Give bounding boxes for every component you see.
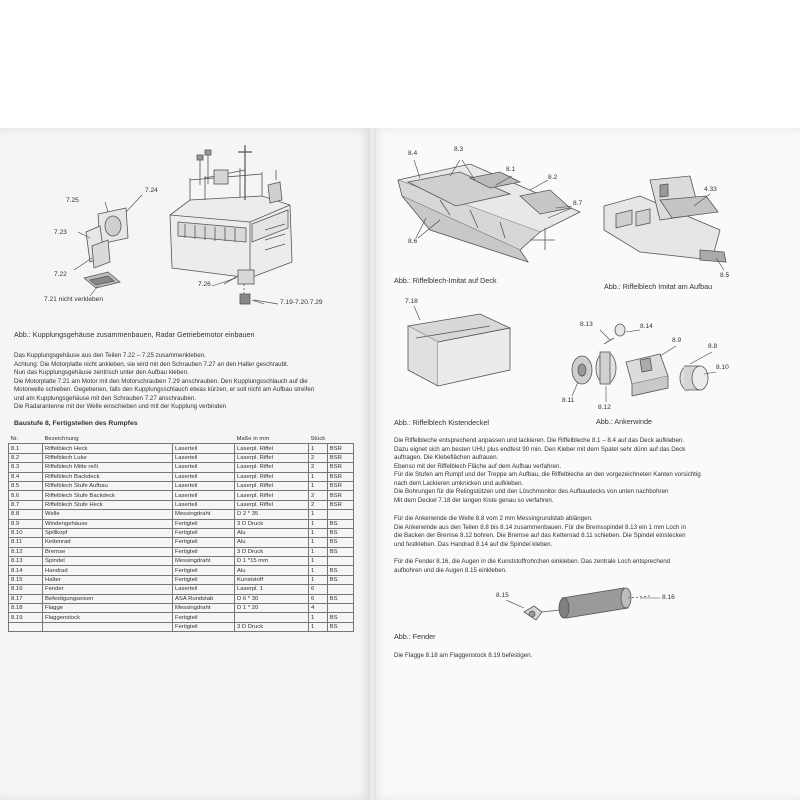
callout-8-3: 8.3 <box>454 146 464 153</box>
table-cell-bez: Windengehäuse <box>43 519 173 528</box>
fender-text <box>394 558 670 575</box>
table-cell-mass: D 2 * 35 <box>235 510 309 519</box>
callout-7-25: 7.25 <box>66 197 79 204</box>
table-cell-src: BS <box>327 613 353 622</box>
table-cell-src: BS <box>327 519 353 528</box>
table-cell-bez: Riffelblech Heck <box>43 444 173 453</box>
text-line: Für die Stufen am Rumpf und der Treppe am Aufbau, die Riffelbleche an den vorgezeichneten Kanten vorsichtig <box>394 471 701 478</box>
table-cell-typ: Laserteil <box>173 472 235 481</box>
text-line: Die Bohrungen für die Relingstützen und den Löschmonitor des Aufbaudecks von unten nachbohren <box>394 488 669 495</box>
callout-7-19: 7.19-7.20.7.29 <box>280 299 323 306</box>
table-cell-nr: 8.6 <box>9 491 43 500</box>
paragraph-line: Motorwelle schieben. Gegebenen, falls den Kupplungsschlauch etwas kürzen, er soll nicht am Aufbau streifen <box>14 386 315 393</box>
table-cell-nr: 8.3 <box>9 463 43 472</box>
callout-8-9: 8.9 <box>672 337 682 344</box>
table-cell-mass: 3 D Druck <box>235 519 309 528</box>
table-cell-src: BS <box>327 538 353 547</box>
table-cell-src: BS <box>327 566 353 575</box>
table-cell-typ: Laserteil <box>173 500 235 509</box>
table-cell-typ: Fertigteil <box>173 547 235 556</box>
paragraph-line: Die Motorplatte 7.21 am Motor mit den Motorschrauben 7.29 anschrauben. Den Kupplungsschlauch auf die <box>14 377 308 385</box>
table-cell-mass: Laserpl. Riffel <box>235 463 309 472</box>
table-cell-typ: Laserteil <box>173 453 235 462</box>
callout-8-2: 8.2 <box>548 174 558 181</box>
table-cell-bez: Riffelblech Backdeck <box>43 472 173 481</box>
table-cell-typ: Laserteil <box>173 481 235 490</box>
table-cell-typ: ASA Rundstab <box>173 594 235 603</box>
text-line: Dazu eignet sich am besten UHU plus endfest 90 min. Den Kleber mit dem Spatel sehr dünn auf das Deck <box>394 445 686 453</box>
text-line: Für die Ankerwinde die Welle 8.8 vom 2 mm Messingrundstab ablängen. <box>394 515 593 522</box>
table-cell-src: BSR <box>327 500 353 509</box>
table-cell-typ: Fertigteil <box>173 566 235 575</box>
table-cell-mass: Laserpl. Riffel <box>235 500 309 509</box>
text-line: Ebenso mit der Riffelblech Fläche auf dem Aufbau verfahren. <box>394 462 562 470</box>
table-cell-bez: Welle <box>43 510 173 519</box>
table-cell-nr: 8.2 <box>9 453 43 462</box>
table-cell-bez: Fender <box>43 585 173 594</box>
table-cell-bez: Riffelblech Stufe Heck <box>43 500 173 509</box>
table-cell-mass: Laserpl. Riffel <box>235 472 309 481</box>
callout-8-12: 8.12 <box>598 404 611 411</box>
text-line: Für die Fender 8.16, die Augen in die Kunststoffrohrchen einkleben. Das zentrale Loch entsprechend <box>394 558 671 565</box>
text-line: auftragen. Die Klebeflächen aufrauen. <box>394 454 499 461</box>
table-cell-nr: 8.7 <box>9 500 43 509</box>
table-cell-bez: Riffelblech Luke <box>43 453 173 462</box>
table-cell-typ: Messingdraht <box>173 604 235 613</box>
table-cell-st: 6 <box>309 585 328 594</box>
table-cell-mass: Laserpl. Riffel <box>235 453 309 462</box>
paragraph-line: und am Kupplungsgehäuse mit den Schrauben 7.27 anschrauben. <box>14 394 196 402</box>
text-line: nach dem Lackieren umknicken und aufkleben. <box>394 479 524 487</box>
table-cell-st: 1 <box>309 444 328 453</box>
table-cell-mass: Laserpl. Riffel <box>235 444 309 453</box>
table-cell-src: BSR <box>327 472 353 481</box>
table-cell-mass: D 1 *15 mm <box>235 557 309 566</box>
paragraph-line: Die Radarantenne mit der Welle einschieben und mit der Kupplung verbinden <box>14 403 227 410</box>
callout-8-13: 8.13 <box>580 321 593 328</box>
table-cell-typ: Fertigteil <box>173 528 235 537</box>
header-bezeichnung: Bezeichnung <box>43 435 173 444</box>
table-cell-typ: Fertigteil <box>173 575 235 584</box>
text-line: Mit dem Deckel 7.18 der langen Kiste genau so verfahren. <box>394 496 554 504</box>
callout-4-33: 4.33 <box>704 186 717 193</box>
table-cell-src: BS <box>327 575 353 584</box>
table-cell-st: 1 <box>309 538 328 547</box>
table-cell-st: 2 <box>309 463 328 472</box>
callout-8-11: 8.11 <box>562 397 575 404</box>
table-cell-typ: Fertigteil <box>173 622 235 631</box>
table-cell-st: 1 <box>309 613 328 622</box>
table-cell-typ: Messingdraht <box>173 557 235 566</box>
text-line: aufbohren und die Augen 8.15 einkleben. <box>394 566 507 574</box>
table-cell-typ: Laserteil <box>173 463 235 472</box>
callout-8-7: 8.7 <box>573 200 583 207</box>
table-cell-nr: 8.18 <box>9 604 43 613</box>
paragraph-line: Achtung: Die Motorplatte nicht ankleben, sie wird mit den Schrauben 7.27 an den Halter geschraubt. <box>14 360 289 368</box>
flagge-text: Die Flagge 8.18 am Flaggenstock 8.19 befestigen. <box>394 652 533 659</box>
table-cell-bez: Spindel <box>43 557 173 566</box>
table-cell-nr: 8.4 <box>9 472 43 481</box>
table-cell-mass: Alu <box>235 566 309 575</box>
table-cell-bez: Kettenrad <box>43 538 173 547</box>
table-title: Baustufe 8, Fertigstellen des Rumpfes <box>14 420 138 427</box>
callout-7-18: 7.18 <box>405 298 418 305</box>
table-cell-typ: Messingdraht <box>173 510 235 519</box>
table-cell-nr: 8.11 <box>9 538 43 547</box>
table-cell-st: 1 <box>309 519 328 528</box>
callout-8-4: 8.4 <box>408 150 418 157</box>
table-cell-mass: Alu <box>235 528 309 537</box>
table-cell-st: 2 <box>309 500 328 509</box>
ankerwinde-text <box>394 515 686 549</box>
kiste-caption: Abb.: Riffelblech Kistendeckel <box>394 418 489 427</box>
paragraph-line: Nun das Kupplungsgehäuse zentrisch unter den Aufbau kleben. <box>14 369 189 376</box>
table-cell-bez: Halter <box>43 575 173 584</box>
callout-7-24: 7.24 <box>145 187 158 194</box>
table-cell-nr: 8.1 <box>9 444 43 453</box>
table-cell-typ: Fertigteil <box>173 538 235 547</box>
table-cell-st: 1 <box>309 528 328 537</box>
table-cell-st: 4 <box>309 604 328 613</box>
table-cell-nr: 8.17 <box>9 594 43 603</box>
callout-8-15: 8.15 <box>496 592 509 599</box>
table-cell-src: BSR <box>327 453 353 462</box>
callout-8-8: 8.8 <box>708 343 718 350</box>
table-cell-mass: 3 D Druck <box>235 622 309 631</box>
table-cell-nr: 8.5 <box>9 481 43 490</box>
table-cell-src: BSR <box>327 463 353 472</box>
table-cell-st: 1 <box>309 622 328 631</box>
table-cell-mass: D 1 * 20 <box>235 604 309 613</box>
table-cell-st: 1 <box>309 472 328 481</box>
text-line: die Backen der Bremse 8.12 bohren. Die Bremse auf das Kettenrad 8.11 schieben. Die Spindel einstecken <box>394 532 686 539</box>
table-cell-st: 2 <box>309 453 328 462</box>
header-masse: Maße in mm <box>235 435 309 444</box>
table-cell-st: 1 <box>309 557 328 566</box>
table-cell-src: BS <box>327 547 353 556</box>
table-cell-bez: Riffelblech Stufe Backdeck <box>43 491 173 500</box>
table-cell-mass: 3 D Druck <box>235 547 309 556</box>
ankerwinde-caption: Abb.: Ankerwinde <box>596 417 652 426</box>
table-cell-nr: 8.15 <box>9 575 43 584</box>
callout-7-23: 7.23 <box>54 229 67 236</box>
table-cell-src: BSR <box>327 444 353 453</box>
table-cell-st: 6 <box>309 594 328 603</box>
table-cell-typ: Laserteil <box>173 444 235 453</box>
callout-7-26: 7.26 <box>198 281 211 288</box>
callout-8-10: 8.10 <box>716 364 729 371</box>
table-cell-typ: Fertigteil <box>173 613 235 622</box>
table-cell-bez: Riffelblech Mitte re/li <box>43 463 173 472</box>
callout-8-14: 8.14 <box>640 323 653 330</box>
table-cell-typ: Laserteil <box>173 585 235 594</box>
text-line: Die Riffelbleche entsprechend anpassen und lackieren. Die Riffelbleche 8.1 – 8.4 auf das Deck aufkleben. <box>394 437 685 444</box>
table-cell-src: BS <box>327 594 353 603</box>
table-cell-st: 1 <box>309 575 328 584</box>
table-cell-mass: Kunststoff <box>235 575 309 584</box>
paragraph-line: Das Kupplungsgehäuse aus den Teilen 7.22 – 7.25 zusammenkleben. <box>14 352 206 359</box>
table-cell-bez: Handrad <box>43 566 173 575</box>
table-cell-st: 1 <box>309 547 328 556</box>
fender-caption: Abb.: Fender <box>394 632 436 641</box>
table-cell-nr: 8.16 <box>9 585 43 594</box>
table-cell-st: 1 <box>309 510 328 519</box>
table-cell-nr: 8.9 <box>9 519 43 528</box>
table-cell-typ: Fertigteil <box>173 519 235 528</box>
header-nr: Nr. <box>9 435 43 444</box>
header-stueck: Stück <box>310 436 326 443</box>
callout-8-1: 8.1 <box>506 166 516 173</box>
table-cell-nr: 8.13 <box>9 557 43 566</box>
callout-8-16: 8.16 <box>662 594 675 601</box>
table-cell-src: BSR <box>327 491 353 500</box>
table-cell-nr: 8.19 <box>9 613 43 622</box>
callout-8-5: 8.5 <box>720 272 730 279</box>
riffel-text <box>394 437 701 505</box>
table-cell-st: 1 <box>309 566 328 575</box>
table-cell-st: 2 <box>309 491 328 500</box>
table-cell-mass: Laserpl. 1 <box>235 585 309 594</box>
table-cell-src: BSR <box>327 481 353 490</box>
table-cell-st: 1 <box>309 481 328 490</box>
table-cell-nr: 8.14 <box>9 566 43 575</box>
table-cell-bez: Flaggenstock <box>43 613 173 622</box>
table-cell-bez: Befestigungseisen <box>43 594 173 603</box>
table-cell-mass: Laserpl. Riffel <box>235 491 309 500</box>
figure-caption: Abb.: Kupplungsgehäuse zusammenbauen, Radar Getriebemotor einbauen <box>14 330 255 339</box>
table-cell-bez: Spillkopf <box>43 528 173 537</box>
table-cell-typ: Laserteil <box>173 491 235 500</box>
table-cell-src: BS <box>327 622 353 631</box>
table-cell-bez: Riffelblech Stufe Aufbau <box>43 481 173 490</box>
deck-caption: Abb.: Riffelblech-Imitat auf Deck <box>394 276 497 285</box>
text-line: Die Ankerwinde aus den Teilen 8.8 bis 8.14 zusammenbauen. Für die Bremsspindel 8.13 ein 1 mm Loch in <box>394 523 686 531</box>
table-cell-bez: Flagge <box>43 604 173 613</box>
table-cell-mass: D 6 * 30 <box>235 594 309 603</box>
callout-7-21: 7.21 nicht verkleben <box>44 296 104 303</box>
table-cell-bez: Bremse <box>43 547 173 556</box>
table-cell-nr: 8.12 <box>9 547 43 556</box>
table-cell-mass: Laserpl. Riffel <box>235 481 309 490</box>
table-cell-nr: 8.10 <box>9 528 43 537</box>
text-line: und festkleben. Das Handrad 8.14 auf die Spindel kleben. <box>394 540 553 548</box>
table-cell-src: BS <box>327 528 353 537</box>
callout-7-22: 7.22 <box>54 271 67 278</box>
table-cell-nr: 8.8 <box>9 510 43 519</box>
aufbau-caption: Abb.: Riffelblech Imitat am Aufbau <box>604 282 713 291</box>
callout-8-6: 8.6 <box>408 238 418 245</box>
table-cell-mass: Alu <box>235 538 309 547</box>
